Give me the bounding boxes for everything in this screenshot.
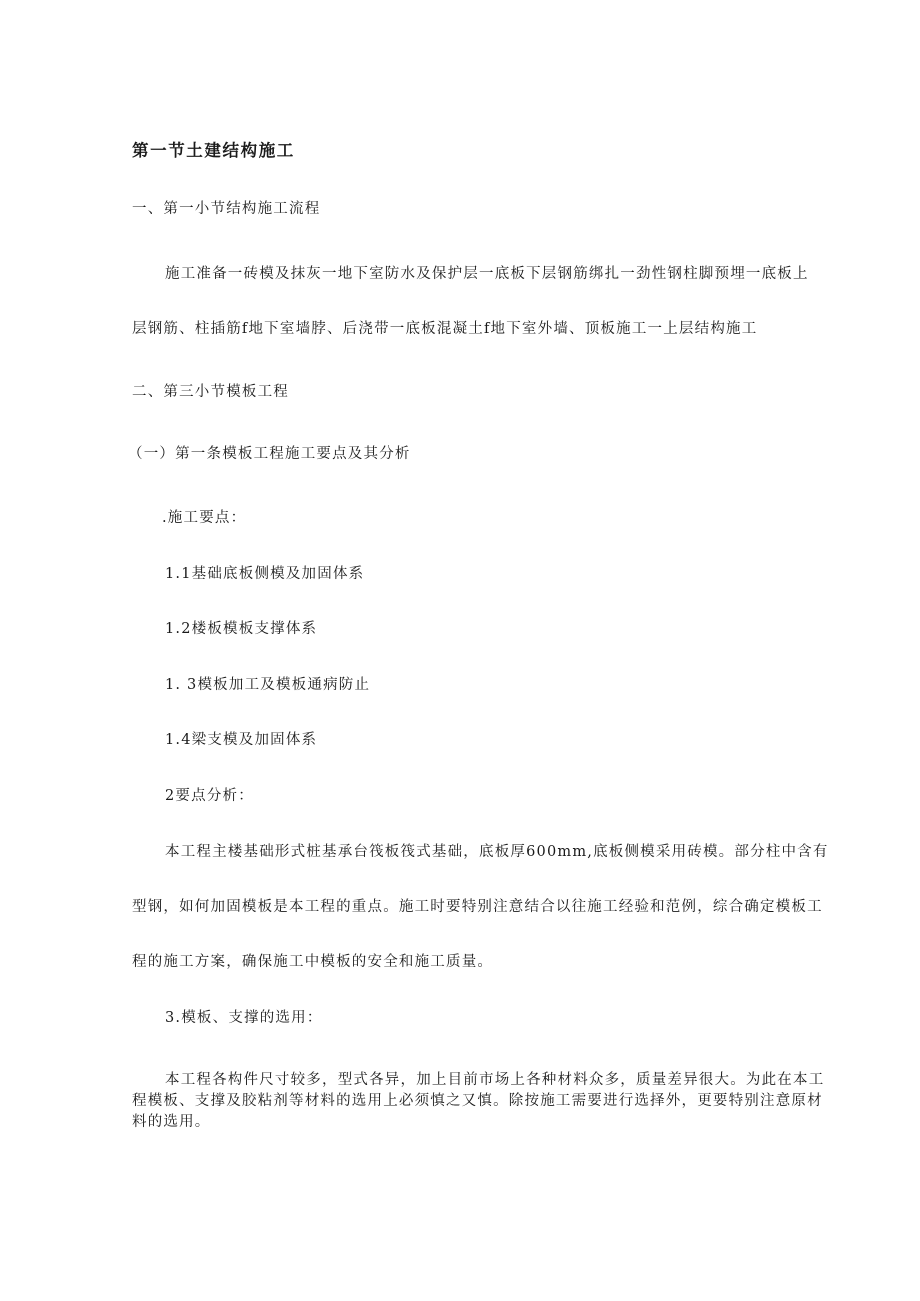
flow-line-2: 层钢筋、柱插筋f地下室墙脖、后浇带一底板混凝土f地下室外墙、顶板施工一上层结构施工	[132, 321, 758, 337]
flow-line-1: 施工准备一砖模及抹灰一地下室防水及保护层一底板下层钢筋绑扎一劲性钢柱脚预埋一底板上	[165, 266, 809, 282]
section2-heading: 二、第三小节模板工程	[132, 384, 289, 400]
point-item-1: 1.1基础底板侧模及加固体系	[165, 566, 365, 582]
section1-heading: 一、第一小节结构施工流程	[132, 201, 321, 217]
section-title: 第一节土建结构施工	[132, 141, 295, 160]
selection-line-3: 料的选用。	[132, 1114, 211, 1130]
subsection-heading: （一）第一条模板工程施工要点及其分析	[128, 446, 411, 462]
point-header: .施工要点：	[162, 510, 247, 526]
point-item-4: 1.4梁支模及加固体系	[165, 732, 318, 748]
analysis-line-2: 型钢，如何加固模板是本工程的重点。施工时要特别注意结合以往施工经验和范例，综合确定模板工	[132, 899, 823, 915]
selection-header: 3.模板、支撑的选用：	[165, 1010, 323, 1026]
analysis-header: 2要点分析：	[165, 788, 254, 804]
selection-line-2: 程模板、支撑及胶粘剂等材料的选用上必须慎之又慎。除按施工需要进行选择外，更要特别注意原材	[132, 1093, 823, 1109]
point-item-3: 1. 3模板加工及模板通病防止	[165, 677, 371, 693]
analysis-line-3: 程的施工方案，确保施工中模板的安全和施工质量。	[132, 954, 494, 970]
point-item-2: 1.2楼板模板支撑体系	[165, 621, 318, 637]
analysis-line-1: 本工程主楼基础形式桩基承台筏板筏式基础，底板厚600mm,底板侧模采用砖模。部分柱中含有	[165, 844, 829, 860]
selection-line-1: 本工程各构件尺寸较多，型式各异，加上目前市场上各种材料众多，质量差异很大。为此在本工	[165, 1072, 825, 1088]
